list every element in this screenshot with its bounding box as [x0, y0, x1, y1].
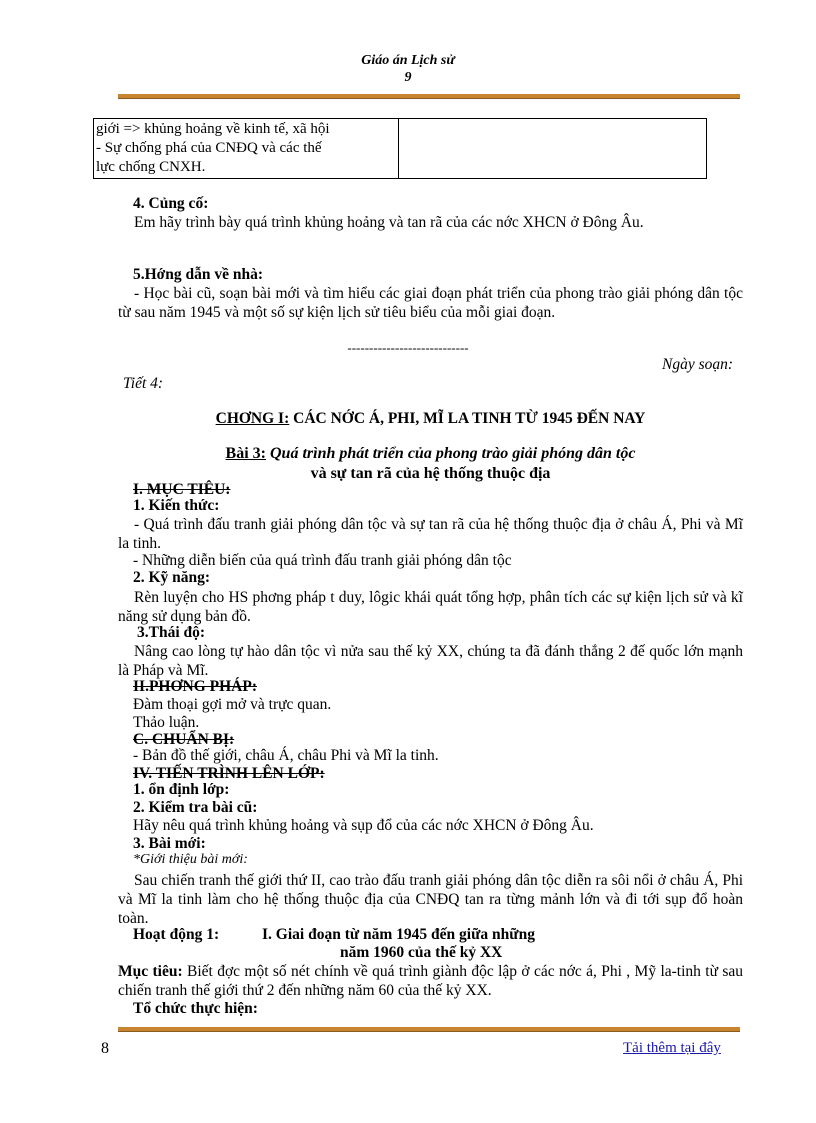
activity-title-line1: I. Giai đoạn từ năm 1945 đến giữa những [262, 926, 535, 943]
prep-heading: C. CHUẨN BỊ: [133, 731, 235, 748]
date-label: Ngày soạn: [662, 356, 734, 373]
header [0, 52, 816, 86]
lesson-prefix: Bài 3: [225, 445, 266, 462]
lesson-line1: Quá trình phát triển của phong trào giải phóng dân tộc [270, 445, 636, 462]
method-line2: Thảo luận. [133, 714, 200, 731]
knowledge-2: - Những diễn biến của quá trình đấu tranh giải phóng dân tộc [133, 552, 512, 569]
table-left-cell [94, 119, 399, 179]
table-right-cell [399, 119, 707, 179]
continued-table [93, 118, 707, 179]
table-line: giới => khủng hoảng về kinh tế, xã hội [96, 121, 330, 137]
page-number: 8 [101, 1040, 109, 1057]
process-step2: 2. Kiểm tra bài cũ: [133, 799, 258, 816]
activity-label: Hoạt động 1: [133, 926, 220, 943]
chapter-name: CÁC NỚC Á, PHI, MĨ LA TINH TỪ 1945 ĐẾN NAY [293, 410, 646, 427]
footer-rule [118, 1027, 740, 1032]
section4-heading: 4. Củng cố: [133, 195, 209, 212]
header-grade: 9 [404, 70, 412, 85]
chapter-prefix: CHƠNG I: [215, 410, 290, 427]
method-line1: Đàm thoại gợi mở và trực quan. [133, 696, 332, 713]
knowledge-heading: 1. Kiến thức: [133, 497, 220, 514]
activity-goal [118, 962, 743, 1000]
org-label: Tổ chức thực hiện: [133, 1000, 258, 1017]
attitude-heading: 3.Thái độ: [137, 624, 206, 641]
lesson-title-line2: và sự tan rã của hệ thống thuộc địa [310, 465, 551, 482]
intro-label: *Giới thiệu bài mới: [133, 852, 248, 867]
table-line: - Sự chống phá của CNĐQ và các thế [96, 140, 322, 156]
intro-text: Sau chiến tranh thế giới thứ II, cao trào đấu tranh giải phóng dân tộc diễn ra sôi nổi ở châu Á, Phi và Mĩ la tinh làm cho hệ thống thuộc địa của CNĐQ tan ra từng mảnh lớn và đi tới sụp đổ hoàn toàn. [118, 872, 743, 927]
period-label: Tiết 4: [123, 375, 164, 392]
header-title: Giáo án Lịch sử [361, 53, 455, 68]
knowledge-1: - Quá trình đấu tranh giải phóng dân tộc và sự tan rã của hệ thống thuộc địa ở châu Á, Phi và Mĩ la tinh. [118, 516, 743, 552]
section5-heading: 5.Hớng dẫn về nhà: [133, 266, 264, 283]
header-rule [118, 94, 740, 99]
download-link[interactable]: Tải thêm tại đây [623, 1040, 721, 1056]
separator: ---------------------------- [347, 340, 469, 355]
skills-text: Rèn luyện cho HS phơng pháp t duy, lôgic khái quát tổng hợp, phân tích các sự kiện lịch sử và kĩ năng sử dụng bản đồ. [118, 589, 743, 625]
process-step2-text: Hãy nêu quá trình khủng hoảng và sụp đổ của các nớc XHCN ở Đông Âu. [133, 817, 594, 834]
method-heading: II.PHƠNG PHÁP: [133, 678, 257, 695]
process-step3: 3. Bài mới: [133, 835, 206, 852]
process-step1: 1. ổn định lớp: [133, 781, 230, 798]
skills-heading: 2. Kỹ năng: [133, 569, 211, 586]
objectives-heading: I. MỤC TIÊU: [133, 481, 231, 498]
section4-text: Em hãy trình bày quá trình khủng hoảng và tan rã của các nớc XHCN ở Đông Âu. [134, 214, 644, 231]
goal-label: Mục tiêu: [118, 963, 183, 980]
activity-title-line2: năm 1960 của thế kỷ XX [340, 944, 503, 961]
chapter-title [118, 410, 743, 428]
table-line: lực chống CNXH. [96, 159, 206, 175]
prep-line1: - Bản đồ thế giới, châu Á, châu Phi và Mĩ la tinh. [133, 747, 439, 764]
attitude-text: Nâng cao lòng tự hào dân tộc vì nửa sau thế kỷ XX, chúng ta đã đánh thắng 2 đế quốc lớn mạnh là Pháp và Mĩ. [118, 643, 743, 679]
goal-text: Biết đợc một số nét chính về quá trình giành độc lập ở các nớc á, Phi , Mỹ la-tinh từ sau chiến tranh thế giới thứ 2 đến những năm 60 của thế kỷ XX. [118, 963, 744, 999]
lesson-title-line1 [118, 443, 743, 464]
process-heading: IV. TIẾN TRÌNH LÊN LỚP: [133, 765, 325, 782]
section5-text: - Học bài cũ, soạn bài mới và tìm hiểu các giai đoạn phát triển của phong trào giải phóng dân tộc từ sau năm 1945 và một số sự kiện lịch sử tiêu biểu của mỗi giai đoạn. [118, 285, 743, 321]
